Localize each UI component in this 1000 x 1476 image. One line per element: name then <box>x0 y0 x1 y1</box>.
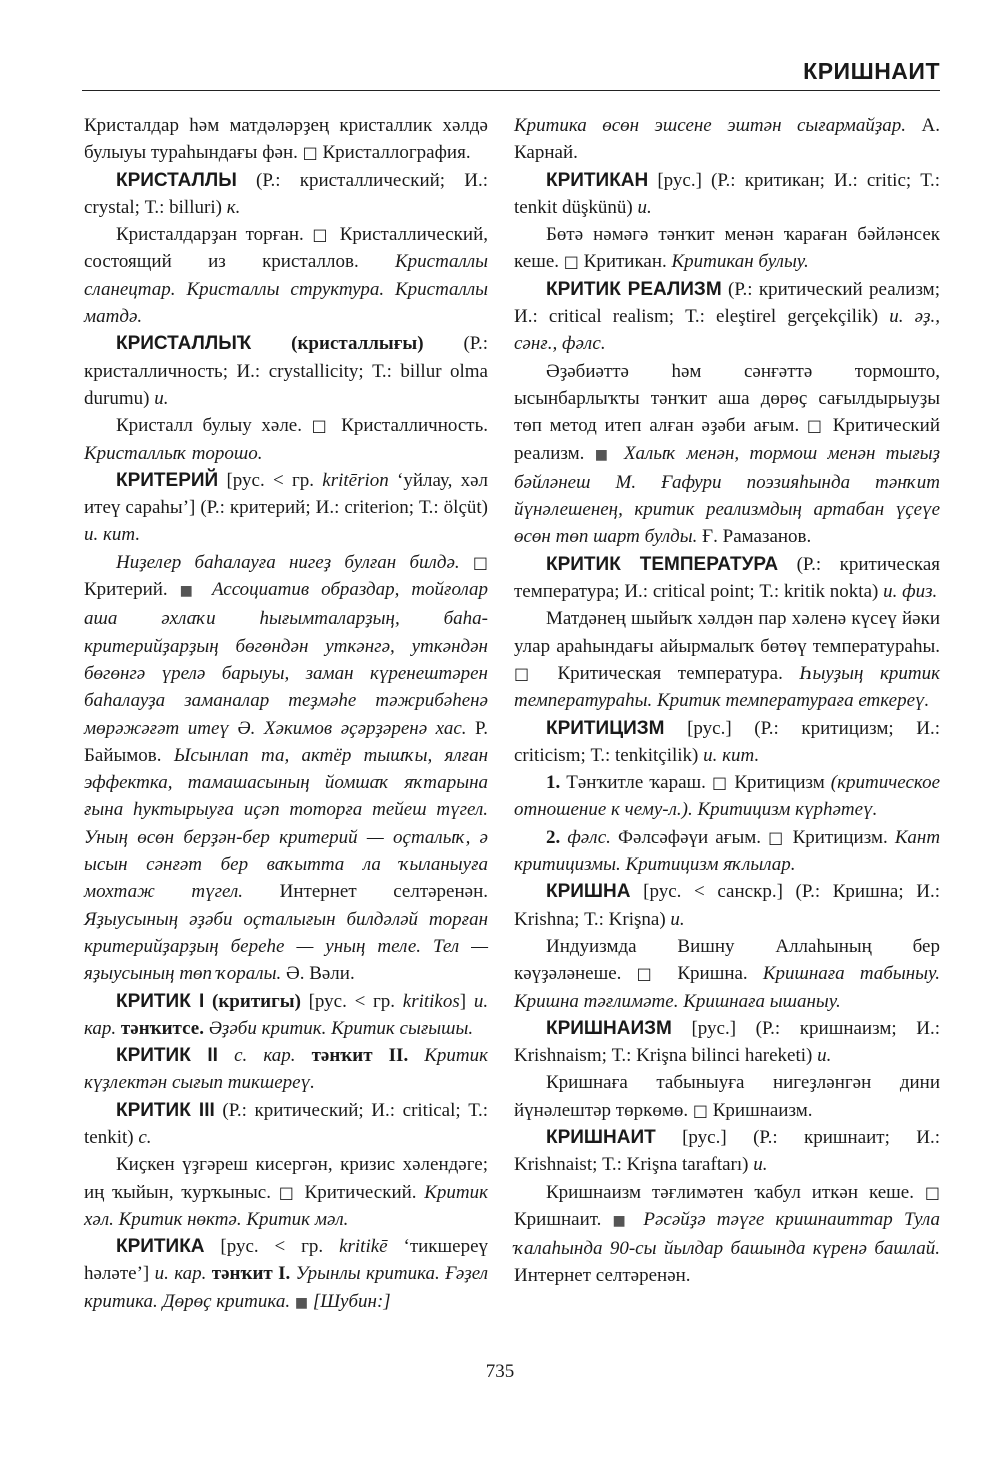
entry-kriteriy: КРИТЕРИЙ [рус. < гр. kritērion ‘уйлау, хәл итеү сараһы’] (Р.: критерий; И.: criterion; Т.: ölçüt) и. кит. <box>84 469 489 546</box>
translation-box-icon: □ <box>563 252 579 272</box>
entry-definition: Матдәнең шыйыҡ хәлдән пар хәленә күсеү йәки улар араһындағы айырмалыҡ бөтөү температураһы. □ Критическая температура. Һыуҙың критик температураһы. Критик температураға еткереү. <box>514 608 940 712</box>
entry-definition: Индуизмда Вишну Аллаһының бер кәүҙәләнеше. □ Кришна. Кришнаға табыныу. Кришна тәғлимәте. Кришнаға ышаныу. <box>514 935 941 1012</box>
page-number: 735 <box>485 1361 515 1382</box>
entry-krishnait: КРИШНАИТ [рус.] (Р.: кришнаит; И.: Krishnaist; Т.: Krişna taraftarı) и. <box>514 1126 940 1176</box>
translation-box-icon: □ <box>472 552 488 572</box>
headword: КРИСТАЛЛЫҠ <box>116 333 252 355</box>
translation-box-icon: □ <box>514 663 541 683</box>
entry-kritika: КРИТИКА [рус. < гр. kritikē ‘тикшереү һәләте’] и. кар. тәнҡит I. Урынлы критика. Ғәҙел критика. Дөрөҫ критика. ■ [Шубин:] <box>84 1236 489 1312</box>
headword: КРИШНАИТ <box>546 1126 656 1148</box>
headword: КРИСТАЛЛЫ <box>116 169 237 191</box>
headword: КРИТИК III <box>116 1099 215 1121</box>
translation-box-icon: □ <box>924 1182 940 1202</box>
translation-box-icon: □ <box>806 416 826 436</box>
quote-marker-icon: ■ <box>612 1212 633 1229</box>
translation-box-icon: □ <box>692 1100 708 1120</box>
entry-kritik-temperatura: КРИТИК ТЕМПЕРАТУРА (Р.: критическая температура; И.: critical point; Т.: kritik nokta) и. физ. <box>514 553 940 603</box>
headword: КРИТИК ТЕМПЕРАТУРА <box>546 553 779 575</box>
entry-kritikan: КРИТИКАН [рус.] (Р.: критикан; И.: critic; Т.: tenkit düşkünü) и. <box>514 169 940 218</box>
headword: КРИТИКАН <box>546 169 649 191</box>
entry-definition: Әҙәбиәттә һәм сәнғәттә тормошто, ысынбарлыҡты тәнҡит аша дөрөҫ сағылдырыуҙы төп метод итеп алған әҙәби ағым. □ Критический реализм. ■ Халыҡ менән, тормош менән тығыҙ бәйләнеш М. Ғафури поэзияһында тәнҡит йүнәлешенең, критик реализмдың артабан үҫеүе өсөн төп шарт булды. Ғ. Рамазанов. <box>514 360 941 548</box>
entry-kristallyk: КРИСТАЛЛЫҠ (кристаллығы) (Р.: кристалличность; И.: crystallicity; Т.: billur olma durumu) и. <box>84 333 489 409</box>
translation-box-icon: □ <box>311 416 332 436</box>
headword: КРИТЕРИЙ <box>116 469 219 491</box>
headword: КРИШНАИЗМ <box>546 1017 672 1039</box>
entry-continuation: Критика өсөн эшсене эштән сығармайҙар. А. Карнай. <box>514 115 940 164</box>
translation-box-icon: □ <box>312 225 332 245</box>
entry-kritik-3: КРИТИК III (Р.: критический; И.: critical; Т.: tenkit) с. <box>84 1099 489 1148</box>
entry-definition: Кришнаға табыныуға нигеҙләнгән дини йүнәлештәр төркөмө. □ Кришнаизм. <box>514 1072 940 1121</box>
entry-definition: Кришнаизм тәғлимәтен ҡабул иткән кеше. □ Кришнаит. ■ Рәсәйҙә тәүге кришнаиттар Тула ҡалаһында 90-сы йылдар башында күренә башлай. Интернет селтәренән. <box>514 1181 941 1287</box>
headword: КРИТИЦИЗМ <box>546 717 665 739</box>
translation-box-icon: □ <box>302 143 318 163</box>
headword: КРИШНА <box>546 881 631 903</box>
entry-sense-1: 1. Тәнҡитле ҡараш. □ Критицизм (критическое отношение к чему-л.). Критицизм күрһәтеү. <box>514 772 941 821</box>
translation-box-icon: □ <box>768 827 786 847</box>
entry-definition: Бөтә нәмәгә тәнҡит менән ҡараған бәйләнсек кеше. □ Критикан. Критикан булыу. <box>514 224 940 273</box>
page-header <box>82 52 940 91</box>
entry-kritisizm: КРИТИЦИЗМ [рус.] (Р.: критицизм; И.: criticism; Т.: tenkitçilik) и. кит. <box>514 717 940 766</box>
entry-kristally: КРИСТАЛЛЫ (Р.: кристаллический; И.: crystal; Т.: billuri) к. <box>84 169 489 218</box>
entry-definition: Кристалдарҙан торған. □ Кристаллический, состоящий из кристаллов. Кристаллы сланецтар. Кристаллы структура. Кристаллы матдә. <box>84 224 488 328</box>
headword: КРИТИК РЕАЛИЗМ <box>546 278 722 300</box>
entry-definition: Ниҙелер баһалауға нигеҙ булған билдә. □ Критерий. ■ Ассоциатив образдар, тойғолар аша әхлаҡи һығымталарҙың, баһа-критерийҙарҙың бөгөндән уткәнгә, уткәндән бөгөнгә үрелә барыуы, заман күренештәрен баһалауҙа заманалар теҙмәһе тәжрибәһенә мөрәжәғәт итеү Ә. Хәкимов әҫәрҙәренә хас. Р. Байымов. Ысынлап та, актёр тышҡы, ялған эффектка, тамашасының йомшаҡ яҡтарына ғына һуктырыуға иҫәп тоторға тейеш түгел. Уның өсөн берҙән-бер критерий — оҫталыҡ, ә ысын сәнғәт бер ваҡытта ла ҡыланыуға мохтаж түгел. Интернет селтәренән. Яҙыусының әҙәби оҫталығын билдәләй торған критерийҙарҙың береһе — уның теле. Тел — яҙыусының төп ҡоралы. Ә. Вәли. <box>84 551 489 985</box>
headword: КРИТИКА <box>116 1236 205 1258</box>
headword: КРИТИК II <box>116 1045 218 1067</box>
quote-marker-icon: ■ <box>294 1294 309 1311</box>
entry-kritik-2: КРИТИК II с. кар. тәнҡит II. Критик күҙлектән сығып тикшереү. <box>84 1045 489 1094</box>
quote-marker-icon: ■ <box>594 446 614 463</box>
right-column <box>514 112 940 1290</box>
entry-sense-2: 2. фәлс. Фәлсәфәүи ағым. □ Критицизм. Кант критицизмы. Критицизм яҡлылар. <box>514 826 941 876</box>
entry-definition: Киҫкен үҙгәреш кисергән, кризис хәлендәге; иң ҡыйын, ҡурҡыныс. □ Критический. Критик хәл. Критик нөктә. Критик мәл. <box>84 1154 489 1230</box>
running-head: КРИШНАИТ <box>803 58 940 84</box>
translation-box-icon: □ <box>278 1182 297 1202</box>
headword: КРИТИК I <box>116 990 205 1012</box>
entry-continuation: Кристалдар һәм матдәләрҙең кристаллик хәлдә булыуы тураһындағы фән. □ Кристаллография. <box>84 115 488 164</box>
entry-kritik-1: КРИТИК I (критигы) [рус. < гр. kritikos] и. кар. тәнҡитсе. Әҙәби критик. Критик сығышы. <box>84 990 489 1039</box>
translation-box-icon: □ <box>711 773 729 793</box>
left-column <box>84 112 488 1317</box>
entry-krishnaizm: КРИШНАИЗМ [рус.] (Р.: кришнаизм; И.: Krishnaism; Т.: Krişna bilinci hareketi) и. <box>514 1017 940 1067</box>
translation-box-icon: □ <box>636 964 663 984</box>
entry-definition: Кристалл булыу хәле. □ Кристалличность. Кристаллыҡ торошо. <box>84 415 489 464</box>
entry-kritik-realizm: КРИТИК РЕАЛИЗМ (Р.: критический реализм; И.: critical realism; Т.: eleştirel gerçekçilik) и. әҙ., сәнғ., фәлс. <box>514 278 940 355</box>
quote-marker-icon: ■ <box>179 583 201 600</box>
entry-krishna: КРИШНА [рус. < санскр.] (Р.: Кришна; И.: Krishna; Т.: Krişna) и. <box>514 881 940 930</box>
